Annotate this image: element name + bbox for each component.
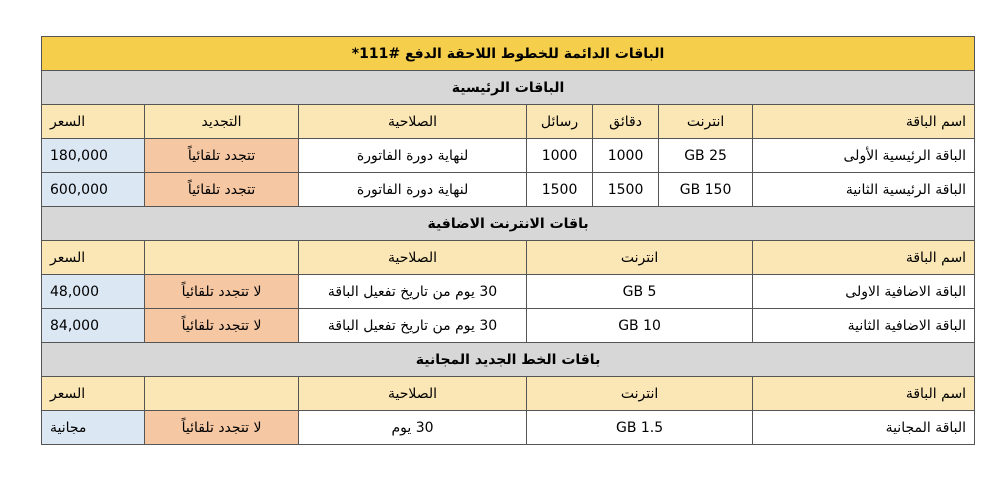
package-renewal: تتجدد تلقائياً	[145, 139, 299, 173]
header-sms: رسائل	[527, 105, 593, 139]
header-row-addon	[42, 241, 975, 275]
table-row	[42, 173, 975, 207]
header-row-main	[42, 105, 975, 139]
table-row	[42, 275, 975, 309]
package-validity: 30 يوم	[299, 411, 527, 445]
table-row	[42, 411, 975, 445]
table-row	[42, 139, 975, 173]
package-minutes: 1000	[593, 139, 659, 173]
package-renewal: لا تتجدد تلقائياً	[145, 275, 299, 309]
package-internet: 150 GB	[659, 173, 753, 207]
packages-table	[41, 36, 975, 445]
section-row-free	[42, 343, 975, 377]
package-renewal: لا تتجدد تلقائياً	[145, 309, 299, 343]
package-minutes: 1500	[593, 173, 659, 207]
package-name: الباقة المجانية	[753, 411, 975, 445]
package-internet: 25 GB	[659, 139, 753, 173]
package-price: 48,000	[42, 275, 145, 309]
header-internet: انترنت	[527, 241, 753, 275]
package-validity: لنهاية دورة الفاتورة	[299, 173, 527, 207]
package-renewal: لا تتجدد تلقائياً	[145, 411, 299, 445]
package-validity: 30 يوم من تاريخ تفعيل الباقة	[299, 309, 527, 343]
header-minutes: دقائق	[593, 105, 659, 139]
header-validity: الصلاحية	[299, 241, 527, 275]
header-renewal: التجديد	[145, 105, 299, 139]
header-empty	[145, 241, 299, 275]
package-name: الباقة الرئيسية الأولى	[753, 139, 975, 173]
package-sms: 1000	[527, 139, 593, 173]
package-price: 180,000	[42, 139, 145, 173]
table-title-row	[42, 37, 975, 71]
package-validity: لنهاية دورة الفاتورة	[299, 139, 527, 173]
header-price: السعر	[42, 105, 145, 139]
header-row-free	[42, 377, 975, 411]
package-price: 600,000	[42, 173, 145, 207]
section-title-free: باقات الخط الجديد المجانية	[42, 343, 975, 377]
header-internet: انترنت	[659, 105, 753, 139]
package-name: الباقة الاضافية الثانية	[753, 309, 975, 343]
header-validity: الصلاحية	[299, 105, 527, 139]
package-renewal: تتجدد تلقائياً	[145, 173, 299, 207]
package-internet: 1.5 GB	[527, 411, 753, 445]
package-name: الباقة الرئيسية الثانية	[753, 173, 975, 207]
package-price: 84,000	[42, 309, 145, 343]
header-validity: الصلاحية	[299, 377, 527, 411]
header-name: اسم الباقة	[753, 105, 975, 139]
header-price: السعر	[42, 241, 145, 275]
section-title-main: الباقات الرئيسية	[42, 71, 975, 105]
table-title: الباقات الدائمة للخطوط اللاحقة الدفع #111*	[42, 37, 975, 71]
package-sms: 1500	[527, 173, 593, 207]
header-name: اسم الباقة	[753, 241, 975, 275]
section-row-main	[42, 71, 975, 105]
package-name: الباقة الاضافية الاولى	[753, 275, 975, 309]
header-empty	[145, 377, 299, 411]
header-internet: انترنت	[527, 377, 753, 411]
header-price: السعر	[42, 377, 145, 411]
package-internet: 5 GB	[527, 275, 753, 309]
header-name: اسم الباقة	[753, 377, 975, 411]
section-title-addon: باقات الانترنت الاضافية	[42, 207, 975, 241]
section-row-addon	[42, 207, 975, 241]
package-validity: 30 يوم من تاريخ تفعيل الباقة	[299, 275, 527, 309]
table-row	[42, 309, 975, 343]
package-price: مجانية	[42, 411, 145, 445]
package-internet: 10 GB	[527, 309, 753, 343]
